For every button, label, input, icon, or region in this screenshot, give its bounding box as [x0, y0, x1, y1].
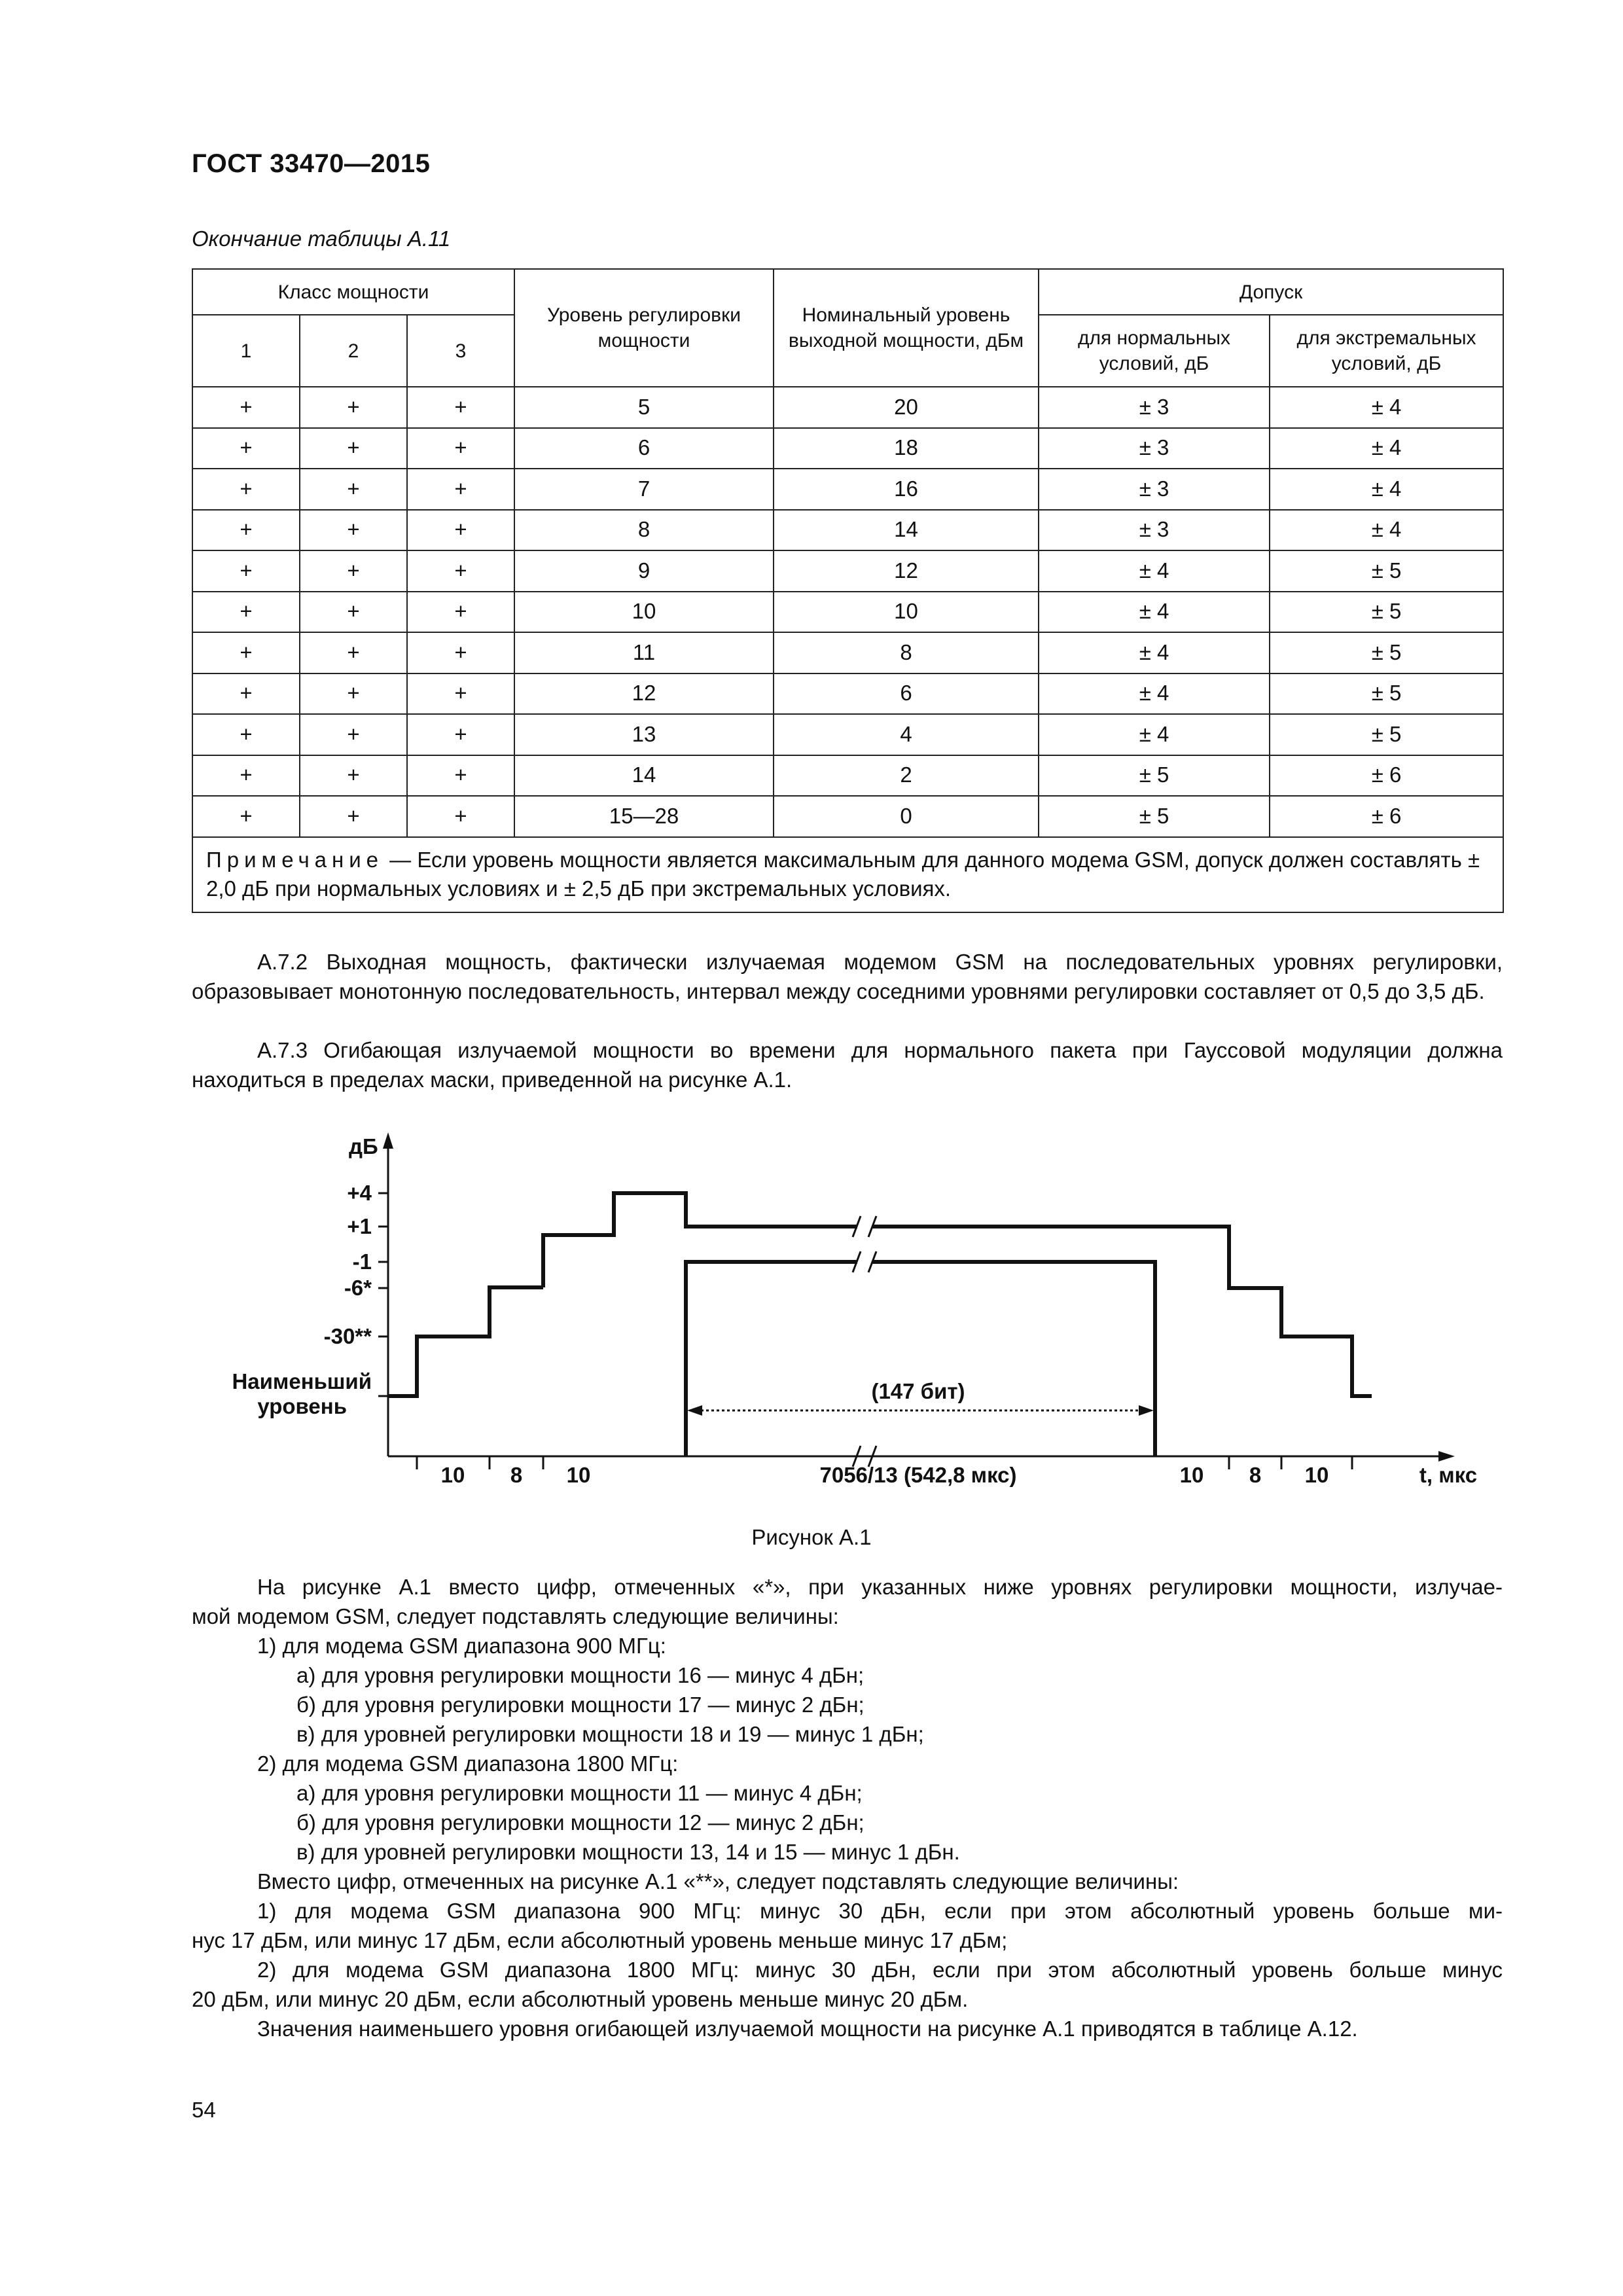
table-row	[192, 755, 1503, 797]
table-cell: ± 3	[1039, 510, 1270, 551]
min-level-label-2: уровень	[257, 1394, 347, 1418]
text-line: 1) для модема GSM диапазона 900 МГц: минус 30 дБн, если при этом абсолютный уровень больше ми-	[257, 1899, 1503, 1923]
y-tick-minus1: -1	[352, 1249, 372, 1274]
paragraph-a73: А.7.3 Огибающая излучаемой мощности во времени для нормального пакета при Гауссовой модуляции должна находиться в пределах маски, приведенной на рисунке А.1.	[192, 1038, 1503, 1092]
table-cell: ± 4	[1270, 387, 1503, 428]
table-row	[192, 714, 1503, 755]
power-table	[192, 268, 1504, 913]
table-cell: +	[300, 510, 407, 551]
x-segment-1: 10	[440, 1463, 465, 1487]
table-cell: +	[300, 428, 407, 469]
table-cell: +	[300, 550, 407, 592]
x-segment-5: 10	[1179, 1463, 1204, 1487]
table-cell: ± 4	[1270, 510, 1503, 551]
table-cell: ± 4	[1270, 469, 1503, 510]
table-cell: +	[192, 796, 300, 837]
table-cell: 18	[774, 428, 1039, 469]
text-line: Вместо цифр, отмеченных на рисунке А.1 «**», следует подставлять следующие величины:	[257, 1869, 1179, 1893]
table-cell: +	[407, 755, 514, 797]
table-cell: +	[407, 796, 514, 837]
table-cell: 6	[514, 428, 774, 469]
header-class-2: 2	[300, 315, 407, 387]
header-tolerance: Допуск	[1039, 269, 1503, 315]
table-cell: +	[192, 510, 300, 551]
table-row	[192, 387, 1503, 428]
lower-mask-left	[388, 1287, 543, 1396]
text-line: Значения наименьшего уровня огибающей излучаемой мощности на рисунке А.1 приводятся в таблице А.12.	[257, 2017, 1358, 2041]
table-cell: 15—28	[514, 796, 774, 837]
table-cell: +	[192, 592, 300, 633]
table-cell: 0	[774, 796, 1039, 837]
x-segment-3: 10	[566, 1463, 591, 1487]
table-row	[192, 428, 1503, 469]
table-cell: ± 4	[1039, 714, 1270, 755]
table-cell: +	[300, 632, 407, 673]
table-cell: 16	[774, 469, 1039, 510]
table-cell: +	[300, 714, 407, 755]
lower-mask-mid	[686, 1262, 857, 1456]
table-cell: +	[300, 796, 407, 837]
header-control-level: Уровень регулировки мощности	[514, 269, 774, 387]
text-line: в) для уровней регулировки мощности 13, 14 и 15 — минус 1 дБн.	[296, 1840, 960, 1864]
table-row	[192, 632, 1503, 673]
text-line: На рисунке А.1 вместо цифр, отмеченных «*», при указанных ниже уровнях регулировки мощности, излучае-	[257, 1575, 1503, 1599]
table-cell: 8	[514, 510, 774, 551]
x-segment-7: 10	[1304, 1463, 1329, 1487]
header-normal: для нормальных условий, дБ	[1039, 315, 1270, 387]
table-cell: ± 5	[1270, 550, 1503, 592]
table-note	[192, 837, 1503, 912]
table-cell: +	[192, 673, 300, 715]
page-header: ГОСТ 33470—2015	[192, 149, 431, 178]
note-label: Примечание	[206, 847, 384, 872]
table-cell: 10	[774, 592, 1039, 633]
table-row	[192, 550, 1503, 592]
text-line: 1) для модема GSM диапазона 900 МГц:	[257, 1634, 666, 1658]
table-cell: ± 5	[1270, 632, 1503, 673]
table-cell: ± 3	[1039, 469, 1270, 510]
table-cell: +	[192, 469, 300, 510]
table-cell: +	[300, 592, 407, 633]
y-axis-label: дБ	[349, 1134, 378, 1158]
table-cell: 11	[514, 632, 774, 673]
x-axis-arrow	[1438, 1451, 1455, 1462]
table-row	[192, 510, 1503, 551]
x-segment-6: 8	[1249, 1463, 1262, 1487]
x-segment-4: 7056/13 (542,8 мкс)	[819, 1463, 1017, 1487]
text-line: мой модемом GSM, следует подставлять следующие величины:	[192, 1604, 839, 1628]
table-cell: +	[407, 632, 514, 673]
table-cell: ± 5	[1270, 592, 1503, 633]
table-cell: ± 5	[1039, 796, 1270, 837]
table-cell: +	[407, 550, 514, 592]
table-cell: ± 4	[1039, 550, 1270, 592]
table-cell: ± 5	[1270, 673, 1503, 715]
y-axis-arrow	[383, 1132, 393, 1149]
text-line: а) для уровня регулировки мощности 11 — минус 4 дБн;	[296, 1781, 863, 1805]
lower-mask-right	[872, 1262, 1155, 1456]
upper-mask-left	[543, 1193, 857, 1287]
header-nominal-level: Номинальный уровень выходной мощности, дБм	[774, 269, 1039, 387]
table-cell: 8	[774, 632, 1039, 673]
text-line: б) для уровня регулировки мощности 12 — минус 2 дБн;	[296, 1810, 865, 1835]
header-class-3: 3	[407, 315, 514, 387]
bits-label: (147 бит)	[871, 1379, 965, 1403]
table-cell: 12	[774, 550, 1039, 592]
table-cell: +	[407, 673, 514, 715]
text-line: 20 дБм, или минус 20 дБм, если абсолютный уровень меньше минус 20 дБм.	[192, 1987, 969, 2011]
x-axis-label: t, мкс	[1419, 1463, 1478, 1487]
table-cell: +	[300, 469, 407, 510]
table-cell: 9	[514, 550, 774, 592]
table-cell: 2	[774, 755, 1039, 797]
table-row	[192, 469, 1503, 510]
header-power-class: Класс мощности	[192, 269, 514, 315]
text-line: нус 17 дБм, или минус 17 дБм, если абсолютный уровень меньше минус 17 дБм;	[192, 1928, 1008, 1952]
text-line: б) для уровня регулировки мощности 17 — минус 2 дБн;	[296, 1693, 865, 1717]
table-cell: ± 4	[1039, 592, 1270, 633]
table-cell: +	[407, 592, 514, 633]
table-cell: 6	[774, 673, 1039, 715]
table-cell: ± 3	[1039, 387, 1270, 428]
header-extreme: для экстремальных условий, дБ	[1270, 315, 1503, 387]
table-cell: +	[192, 550, 300, 592]
power-mask-figure	[192, 1122, 1503, 1515]
y-tick-plus1: +1	[347, 1214, 372, 1238]
table-row	[192, 592, 1503, 633]
table-cell: ± 5	[1270, 714, 1503, 755]
y-tick-minus6: -6*	[344, 1276, 372, 1300]
min-level-label-1: Наименьший	[232, 1369, 372, 1393]
table-row	[192, 673, 1503, 715]
table-cell: +	[192, 387, 300, 428]
table-cell: 20	[774, 387, 1039, 428]
table-cell: 14	[514, 755, 774, 797]
text-line: 2) для модема GSM диапазона 1800 МГц: минус 30 дБн, если при этом абсолютный уровень больше минус	[257, 1958, 1503, 1982]
table-cell: 4	[774, 714, 1039, 755]
table-cell: +	[300, 755, 407, 797]
figure-caption: Рисунок А.1	[751, 1525, 872, 1549]
body-text	[192, 1572, 1503, 2043]
y-tick-minus30: -30**	[323, 1324, 372, 1348]
table-cell: +	[192, 755, 300, 797]
header-class-1: 1	[192, 315, 300, 387]
x-segment-2: 8	[510, 1463, 523, 1487]
text-line: 2) для модема GSM диапазона 1800 МГц:	[257, 1751, 679, 1776]
table-cell: ± 4	[1039, 632, 1270, 673]
table-cell: +	[407, 428, 514, 469]
table-caption: Окончание таблицы А.11	[192, 226, 451, 251]
page-number: 54	[192, 2098, 216, 2122]
note-text: — Если уровень мощности является максимальным для данного модема GSM, допуск должен составлять ± 2,0 дБ при нормальных условиях и ± 2,5 дБ при экстремальных условиях.	[206, 847, 1480, 901]
table-cell: 13	[514, 714, 774, 755]
table-cell: +	[192, 632, 300, 673]
table-cell: +	[407, 387, 514, 428]
table-cell: ± 6	[1270, 796, 1503, 837]
table-cell: ± 3	[1039, 428, 1270, 469]
text-line: в) для уровней регулировки мощности 18 и 19 — минус 1 дБн;	[296, 1722, 924, 1746]
table-cell: 10	[514, 592, 774, 633]
upper-mask-right	[872, 1227, 1372, 1396]
y-tick-plus4: +4	[347, 1181, 372, 1205]
table-cell: +	[192, 428, 300, 469]
table-cell: ± 4	[1270, 428, 1503, 469]
table-cell: +	[407, 714, 514, 755]
table-cell: ± 4	[1039, 673, 1270, 715]
table-cell: +	[407, 469, 514, 510]
table-cell: ± 5	[1039, 755, 1270, 797]
table-cell: 7	[514, 469, 774, 510]
table-cell: 14	[774, 510, 1039, 551]
table-row	[192, 796, 1503, 837]
table-cell: +	[192, 714, 300, 755]
table-cell: +	[300, 387, 407, 428]
paragraph-a72: А.7.2 Выходная мощность, фактически излучаемая модемом GSM на последовательных уровнях регулировки, образовывает монотонную последовательность, интервал между соседними уровнями регулировки составляет от 0,5 до 3,5 дБ.	[192, 950, 1503, 1003]
text-line: а) для уровня регулировки мощности 16 — минус 4 дБн;	[296, 1663, 865, 1687]
table-cell: 5	[514, 387, 774, 428]
table-cell: 12	[514, 673, 774, 715]
table-cell: +	[407, 510, 514, 551]
table-cell: ± 6	[1270, 755, 1503, 797]
table-cell: +	[300, 673, 407, 715]
